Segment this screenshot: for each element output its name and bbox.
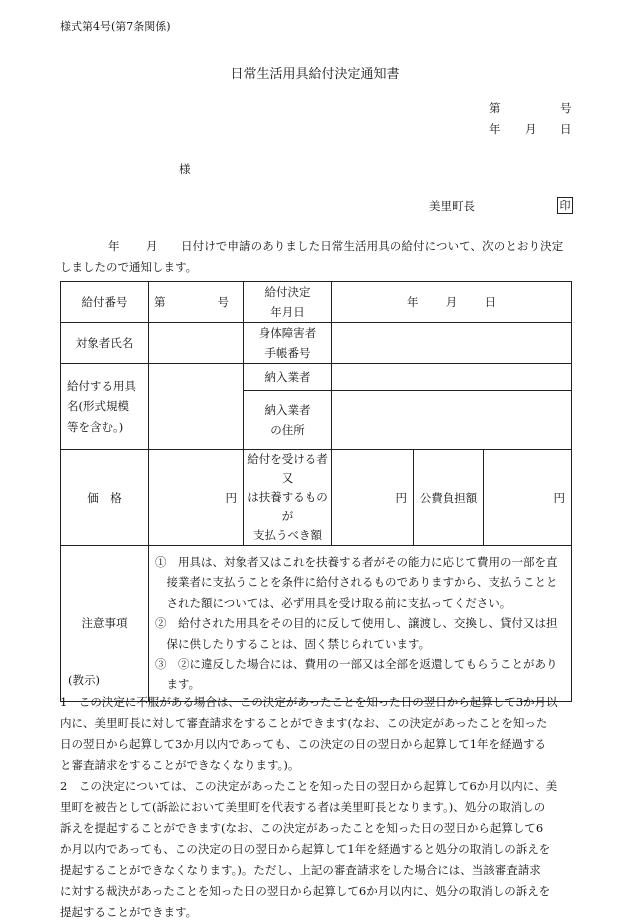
price-label: 価 格 (61, 450, 149, 546)
teaching-item-1-line: と審査請求をすることができなくなります。)。 (60, 758, 300, 772)
handbook-label-line1: 身体障害者 (258, 326, 317, 340)
equipment-label (61, 364, 149, 450)
teaching-item-2-line: 里町を被告として(訴訟において美里町を代表する者は美里町長となります。)、処分の取消しの (60, 800, 546, 814)
intro-text-line1: 日付けで申請のありました日常生活用具の給付について、次のとおり決定 (181, 239, 564, 253)
decision-year: 年 (406, 295, 419, 309)
teaching-item-2-line: に対する裁決があったことを知った日の翌日から起算して6か月以内に、処分の取消しの訴えを (60, 884, 551, 898)
issue-number-suffix: 号 (560, 101, 572, 115)
notes-label: 注意事項 (61, 546, 149, 702)
issue-year: 年 (489, 122, 501, 136)
vendor-address-label (244, 391, 332, 450)
teaching-item-1 (60, 692, 580, 776)
teaching-item-2-line: 提起することができなくなります。)。ただし、上記の審査請求をした場合には、当該審査請求 (60, 863, 541, 877)
intro-text-line2: しましたので通知します。 (60, 260, 198, 274)
intro-year: 年 (108, 239, 120, 253)
equipment-value (149, 364, 244, 450)
decision-date-label-line1: 給付決定 (264, 285, 311, 299)
equipment-label-line1: 給付する用具 (67, 378, 136, 393)
note-line: ます。 (155, 677, 201, 692)
teaching-item-2-line: 2 この決定については、この決定があったことを知った日の翌日から起算して6か月以内に、美 (60, 779, 558, 793)
recipient-suffix: 様 (179, 162, 191, 176)
handbook-value (332, 323, 572, 364)
price-yen: 円 (225, 490, 237, 505)
payer-amount-label-line2: は扶養するものが (247, 490, 328, 523)
grant-number-cell (149, 282, 244, 323)
note-line: ① 用具は、対象者又はこれを扶養する者がその能力に応じて費用の一部を直 (155, 555, 558, 569)
decision-date-label-line2: 年月日 (270, 305, 305, 319)
public-burden-value (484, 450, 572, 546)
decision-day: 日 (484, 295, 497, 309)
payer-amount-label-line1: 給付を受ける者又 (247, 452, 328, 485)
note-line: 接業者に支払うことを条件に給付されるものでありますから、支払うことと (155, 575, 558, 590)
price-value (149, 450, 244, 546)
handbook-label (244, 323, 332, 364)
teaching-item-1-line: 日の翌日から起算して3か月以内であっても、この決定の日の翌日から起算して1年を経過する (60, 737, 547, 751)
grant-number-suffix: 号 (217, 295, 229, 309)
teaching-item-2 (60, 776, 580, 923)
note-line: ③ ②に違反した場合には、費用の一部又は全部を返還してもらうことがあり (155, 657, 558, 672)
vendor-address-label-line1: 納入業者 (264, 403, 311, 417)
teaching-item-2-line: か月以内であっても、この決定の日の翌日から起算して1年を経過すると処分の取消しの訴えを (60, 842, 551, 856)
notes-content (149, 546, 572, 702)
note-line: された額については、必ず用具を受け取る前に支払ってください。 (155, 595, 512, 610)
teaching-item-2-line: 提起することができます。 (60, 905, 198, 919)
payer-amount-value (332, 450, 414, 546)
vendor-value (332, 364, 572, 391)
vendor-address-value (332, 391, 572, 450)
issue-number-prefix: 第 (489, 101, 501, 115)
seal-mark: 印 (557, 197, 573, 214)
grant-number-prefix: 第 (154, 295, 166, 309)
teaching-item-1-line: 1 この決定に不服がある場合は、この決定があったことを知った日の翌日から起算して3か月以 (60, 695, 558, 709)
target-name-label: 対象者氏名 (61, 323, 149, 364)
decision-date-label (244, 282, 332, 323)
decision-date-value (332, 282, 572, 323)
payer-amount-label-line3: 支払うべき額 (253, 528, 322, 542)
issue-day: 日 (560, 122, 572, 136)
vendor-address-label-line2: の住所 (270, 423, 305, 437)
public-burden-label: 公費負担額 (414, 450, 484, 546)
vendor-label: 納入業者 (244, 364, 332, 391)
equipment-label-line2: 名(形式規模 (67, 399, 129, 414)
grant-details-table (60, 281, 572, 702)
equipment-label-line3: 等を含む。) (67, 419, 124, 434)
teaching-item-1-line: 内に、美里町長に対して審査請求をすることができます(なお、この決定があったことを知った (60, 716, 548, 730)
teaching-heading: (教示) (68, 673, 100, 687)
note-line: ② 給付された用具をその目的に反して使用し、譲渡し、交換し、貸付又は担 (155, 616, 558, 631)
decision-month: 月 (445, 295, 458, 309)
public-burden-yen: 円 (553, 490, 566, 505)
grant-number-label: 給付番号 (61, 282, 149, 323)
teaching-item-2-line: 訴えを提起することができます(なお、この決定があったことを知った日の翌日から起算して6 (60, 821, 544, 835)
handbook-label-line2: 手帳番号 (264, 346, 311, 360)
document-title: 日常生活用具給付決定通知書 (230, 67, 400, 82)
payer-amount-label (244, 450, 332, 546)
form-label: 様式第4号(第7条関係) (60, 20, 171, 33)
issue-month: 月 (525, 122, 537, 136)
payer-amount-yen: 円 (395, 490, 407, 505)
target-name-value (149, 323, 244, 364)
intro-month: 月 (146, 239, 158, 253)
note-line: 保に供したりすることは、固く禁じられています。 (155, 636, 431, 651)
issuer-name: 美里町長 (429, 199, 475, 213)
